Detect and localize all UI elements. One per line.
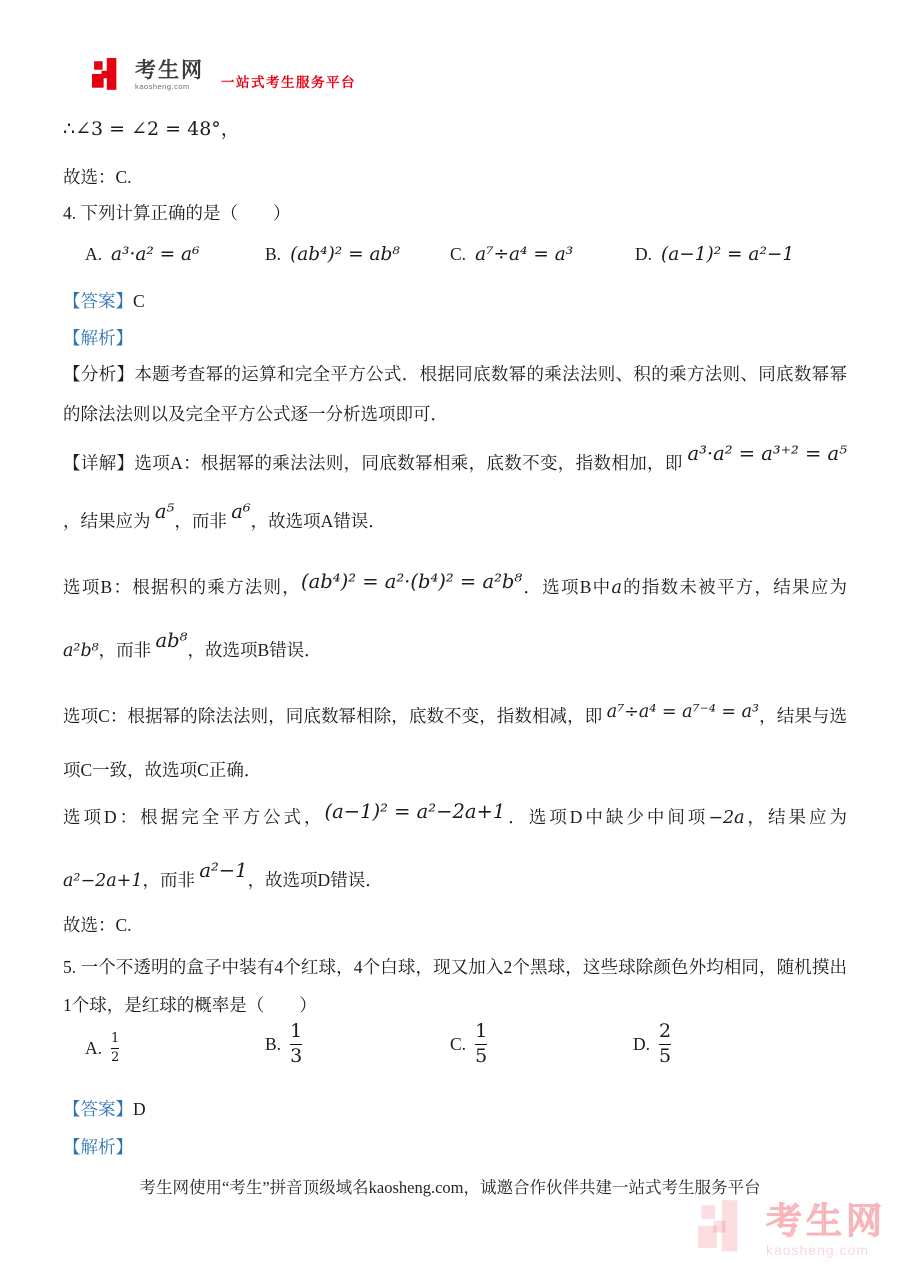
q5-options-row (63, 1014, 847, 1076)
jiexi-tag: 【解析】 (63, 328, 133, 348)
formula-a-mul: a³·a² = a³⁺² = a⁵ (687, 442, 848, 465)
q4-stem: 4. 下列计算正确的是（ ） (63, 203, 291, 223)
watermark-logo (698, 1200, 886, 1260)
fraction-bar (111, 1048, 119, 1049)
q5-option-c: C. $\frac{1}{5}$ (450, 1020, 488, 1067)
brand-name: 考生网 (135, 58, 204, 82)
angle-equation: ∴∠3 = ∠2 = 48°， (63, 118, 240, 140)
kaosheng-logo-icon (92, 58, 128, 92)
formula-a6: a⁶ (231, 500, 251, 523)
conclusion-line (63, 114, 847, 141)
q4-detail-d-paragraph: 选项D：根据完全平方公式，(a−1)² = a²−2a+1．选项D中缺少中间项−2a，结果应为a²−2a+1，而非 a²−1，故选项D错误． (63, 786, 847, 912)
q5-jiexi-line (63, 1134, 847, 1159)
watermark-text (765, 1200, 886, 1258)
fraction-1-2: $\frac{1}{2}$ (111, 1031, 120, 1065)
formula-d-result: a²−2a+1 (63, 871, 143, 891)
formula-b-ab8: ab⁸ (155, 629, 188, 652)
fraction-1-5: $\frac{1}{5}$ (475, 1020, 488, 1067)
q4-jiexi-line (63, 325, 847, 350)
q4-choice-line: 故选：C. (63, 915, 132, 935)
q4-option-d: D. (a−1)² = a²−1 (635, 244, 795, 265)
q5-option-b: B. $\frac{1}{3}$ (265, 1020, 303, 1067)
formula-b-power: (ab⁴)² = a²·(b⁴)² = a²b⁸ (301, 570, 523, 593)
watermark-brand: 考生网 (765, 1200, 886, 1241)
q5-answer-line: 【答案】D (63, 1099, 146, 1119)
q4-detail-c-paragraph: 选项C：根据幂的除法法则，同底数幂相除，底数不变，指数相减，即 a⁷÷a⁴ = a⁷⁻⁴ = a³，结果与选项C一致，故选项C正确． (63, 690, 847, 797)
formula-d-a2m1: a²−1 (199, 859, 248, 882)
q5-stem: 5. 一个不透明的盒子中装有4个红球，4个白球，现又加入2个黑球，这些球除颜色外均相同，随机摸出1个球，是红球的概率是（ ） (63, 957, 848, 1015)
formula-d-middle: −2a (708, 808, 745, 828)
q4-detail-b-paragraph: 选项B：根据积的乘方法则，(ab⁴)² = a²·(b⁴)² = a²b⁸．选项B中a的指数未被平方，结果应为a²b⁸，而非 ab⁸，故选项B错误． (63, 556, 847, 682)
answer-tag: 【答案】 (63, 291, 133, 311)
formula-d-square: (a−1)² = a²−2a+1 (324, 800, 506, 823)
q4-option-b: B. (ab⁴)² = ab⁸ (265, 244, 400, 265)
brand-tagline: 一站式考生服务平台 (221, 75, 356, 90)
watermark-domain: kaosheng.com (765, 1242, 870, 1258)
q5-option-d: D. $\frac{2}{5}$ (633, 1020, 672, 1067)
fraction-2-5: $\frac{2}{5}$ (659, 1020, 672, 1067)
formula-a5: a⁵ (154, 500, 175, 523)
site-logo (92, 58, 356, 92)
q5-option-a: A. $\frac{1}{2}$ (85, 1031, 120, 1065)
brand-text (135, 60, 204, 91)
page-footer: 考生网使用“考生”拼音顶级域名kaosheng.com，诚邀合作伙伴共建一站式考生服务平台 (139, 1178, 761, 1197)
q4-detail-a-paragraph: 【详解】选项A：根据幂的乘法法则，同底数幂相乘，底数不变，指数相加，即 a³·a² = a³⁺² = a⁵，结果应为 a⁵，而非 a⁶，故选项A错误． (63, 434, 847, 550)
formula-b-a2b8: a²b⁸ (63, 641, 99, 661)
q4-option-c: C. a⁷÷a⁴ = a³ (450, 244, 574, 265)
formula-b-a: a (611, 578, 622, 598)
kaosheng-watermark-icon (698, 1200, 756, 1260)
fraction-1-3: $\frac{1}{3}$ (290, 1020, 303, 1067)
jiexi-tag: 【解析】 (63, 1137, 133, 1157)
formula-c-div: a⁷÷a⁴ = a⁷⁻⁴ = a³ (606, 702, 760, 722)
q4-answer-line: 【答案】C (63, 291, 145, 311)
q4-fenxi-paragraph: 【分析】本题考查幂的运算和完全平方公式．根据同底数幂的乘法法则、积的乘方法则、同底数幂幂的除法法则以及完全平方公式逐一分析选项即可． (63, 364, 848, 424)
q4-option-a: A. a³·a² = a⁶ (85, 244, 200, 265)
brand-domain: kaosheng.com (135, 81, 190, 91)
q4-options-row (63, 234, 847, 288)
choice-line-q3: 故选：C. (63, 167, 132, 187)
answer-tag: 【答案】 (63, 1099, 133, 1119)
